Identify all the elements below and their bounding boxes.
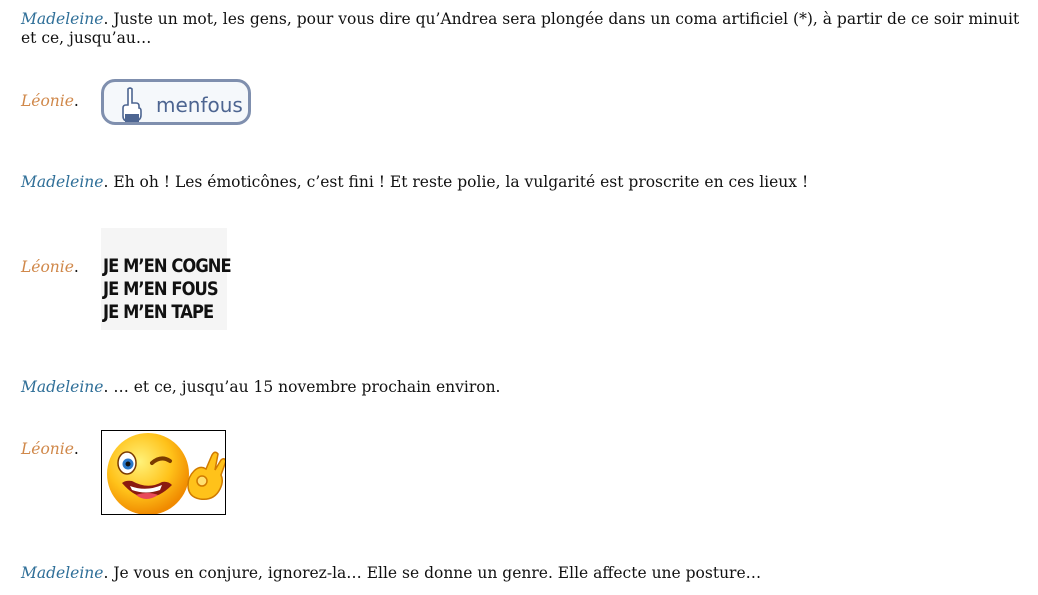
text-image-line-2: JE M’EN FOUS bbox=[103, 278, 218, 300]
dialogue-line-7 bbox=[21, 564, 1021, 583]
speaker-leonie: Léonie bbox=[21, 92, 74, 110]
line-text: Eh oh ! Les émoticônes, c’est fini ! Et reste polie, la vulgarité est proscrite en ces lieux ! bbox=[108, 173, 809, 191]
speaker-madeleine: Madeleine bbox=[21, 10, 104, 28]
dialogue-line-1 bbox=[21, 10, 1021, 48]
speaker-madeleine: Madeleine bbox=[21, 378, 104, 396]
speaker-leonie: Léonie bbox=[21, 440, 74, 458]
speaker-punct: . bbox=[73, 440, 79, 458]
text-image-line-3: JE M’EN TAPE bbox=[103, 301, 214, 323]
speaker-madeleine: Madeleine bbox=[21, 564, 104, 582]
menfous-label: menfous bbox=[156, 93, 243, 117]
speaker-leonie: Léonie bbox=[21, 258, 74, 276]
smiley-image bbox=[101, 430, 226, 515]
speaker-punct: . bbox=[103, 378, 109, 396]
dialogue-line-5 bbox=[21, 378, 1021, 397]
speaker-punct: . bbox=[103, 173, 109, 191]
line-text: Juste un mot, les gens, pour vous dire qu’Andrea sera plongée dans un coma artificiel (*), à partir de ce soir minuit et ce, jusqu’au… bbox=[21, 10, 1020, 47]
speaker-punct: . bbox=[73, 92, 79, 110]
speaker-punct: . bbox=[73, 258, 79, 276]
line-text: Je vous en conjure, ignorez-la… Elle se donne un genre. Elle affecte une posture… bbox=[108, 564, 762, 582]
line-text: … et ce, jusqu’au 15 novembre prochain environ. bbox=[108, 378, 501, 396]
text-image-line-1: JE M’EN COGNE bbox=[103, 255, 231, 277]
speaker-madeleine: Madeleine bbox=[21, 173, 104, 191]
speaker-punct: . bbox=[103, 564, 109, 582]
text-image bbox=[101, 228, 231, 330]
menfous-sticker bbox=[101, 79, 251, 125]
speaker-punct: . bbox=[103, 10, 109, 28]
middle-finger-hand-icon bbox=[118, 86, 146, 124]
winking-ok-smiley-icon bbox=[102, 431, 226, 515]
dialogue-line-3 bbox=[21, 173, 1021, 192]
